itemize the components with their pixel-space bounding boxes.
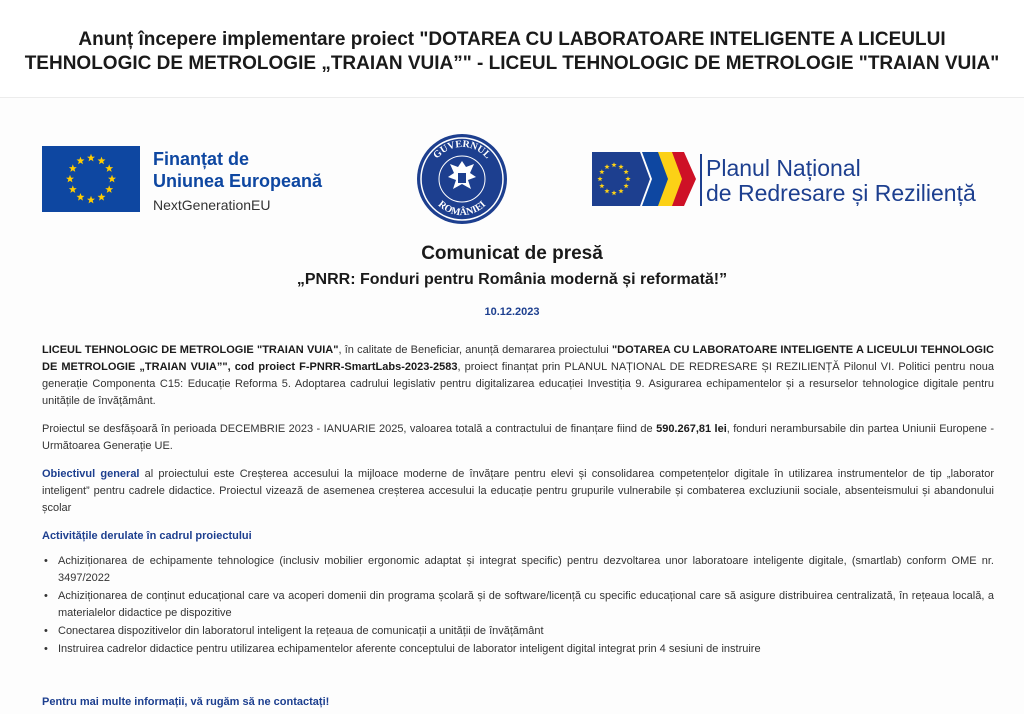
seal-bottom-text: ROMÂNIEI xyxy=(435,198,489,219)
pnrr-logo-icon xyxy=(592,150,698,208)
period-text-1: Proiectul se desfășoară în perioada DECEMBRIE 2023 - IANUARIE 2025, valoarea totală a contractului de finanțare fiind de xyxy=(42,423,657,435)
press-subtitle: „PNRR: Fonduri pentru România modernă și reformată!” xyxy=(296,271,728,288)
list-item: • Achiziționarea de conținut educațional care va acoperi domenii din programa școlară și de software/licență cu specific educațional care să asigure distribuirea centralizată, în rețeaua locală, a materialelor didactice pe dispozitive xyxy=(56,588,994,622)
eu-line-2: Uniunea Europeană xyxy=(153,171,323,191)
eu-funding-text xyxy=(153,148,322,215)
page-title: Anunț începere implementare proiect "DOTAREA CU LABORATOARE INTELIGENTE A LICEULUI TEHNOLOGIC DE METROLOGIE „TRAIAN VUIA”" - LICEUL TEHNOLOGIC DE METROLOGIE "TRAIAN VUIA" xyxy=(24,29,1000,74)
paragraph-intro xyxy=(42,342,994,410)
eu-line-3: NextGenerationEU xyxy=(153,197,271,213)
pnrr-line-2: de Redresare și Reziliență xyxy=(706,180,976,206)
intro-text-1: , în calitate de Beneficiar, anunță demararea proiectului xyxy=(338,344,612,356)
pnrr-line-1: Planul Național xyxy=(706,155,861,181)
activities-heading: Activitățile derulate în cadrul proiectului xyxy=(42,530,252,542)
contract-value: 590.267,81 lei xyxy=(656,423,727,435)
press-title: Comunicat de presă xyxy=(421,243,603,264)
project-name: "DOTAREA CU LABORATOARE INTELIGENTE A LICEULUI TEHNOLOGIC DE METROLOGIE „TRAIAN VUIA”", cod proiect F-PNRR-SmartLabs-2023-2583 xyxy=(42,344,994,373)
page-header xyxy=(0,0,1024,98)
activities-list xyxy=(42,553,994,658)
period-text-2: , fonduri nerambursabile din partea Uniunii Europene - Următoarea Generație UE. xyxy=(42,423,994,452)
pnrr-text xyxy=(706,156,976,206)
list-item: • Achiziționarea de echipamente tehnologice (inclusiv mobilier ergonomic adaptat și integrat specific) pentru dezvoltarea unor laboratoare inteligente digitale, (smartlab) conform OME nr. 3497/2022 xyxy=(56,553,994,587)
government-seal-icon xyxy=(416,133,508,225)
list-item: • Instruirea cadrelor didactice pentru utilizarea echipamentelor aferente conceptului de laborator inteligent digital integrat prin 4 sesiuni de instruire xyxy=(56,641,994,658)
paragraph-objective xyxy=(42,466,994,517)
paragraph-period xyxy=(42,421,994,455)
intro-text-2: , proiect finanțat prin PLANUL NAȚIONAL DE REDRESARE ȘI REZILIENȚĂ Pilonul VI. Politici pentru noua generație Componenta C15: Educație Reforma 5. Adoptarea cadrului legislativ pentru digitalizarea educației Investiția 9. Asigurarea echipamentelor și a resurselor tehnologice digitale pentru unitățile de învățământ. xyxy=(42,361,994,407)
press-date: 10.12.2023 xyxy=(484,306,540,318)
logos-bar xyxy=(0,98,1024,233)
press-body xyxy=(42,342,994,659)
press-release-content xyxy=(0,98,1024,714)
seal-top-text: GUVERNUL xyxy=(431,138,493,162)
objective-label: Obiectivul general xyxy=(42,468,140,480)
beneficiary-name: LICEUL TEHNOLOGIC DE METROLOGIE "TRAIAN VUIA" xyxy=(42,344,339,356)
objective-text: al proiectului este Creșterea accesului la mijloace moderne de învățare pentru elevi și consolidarea competențelor digitale în utilizarea instrumentelor de tip „laborator inteligent” pentru cadrele didactice. Proiectul vizează de asemenea creșterea accesului la educație pentru grupurile vulnerabile și combaterea excluziunii sociale, absenteismului și abandonului școlar xyxy=(42,468,994,514)
eu-flag-icon xyxy=(42,146,140,212)
list-item: • Conectarea dispozitivelor din laboratorul inteligent la rețeaua de comunicații a unității de învățământ xyxy=(56,623,994,640)
contact-line: Pentru mai multe informații, vă rugăm să ne contactați! xyxy=(42,696,330,708)
eu-line-1: Finanțat de xyxy=(153,149,250,169)
pnrr-separator xyxy=(700,154,702,206)
